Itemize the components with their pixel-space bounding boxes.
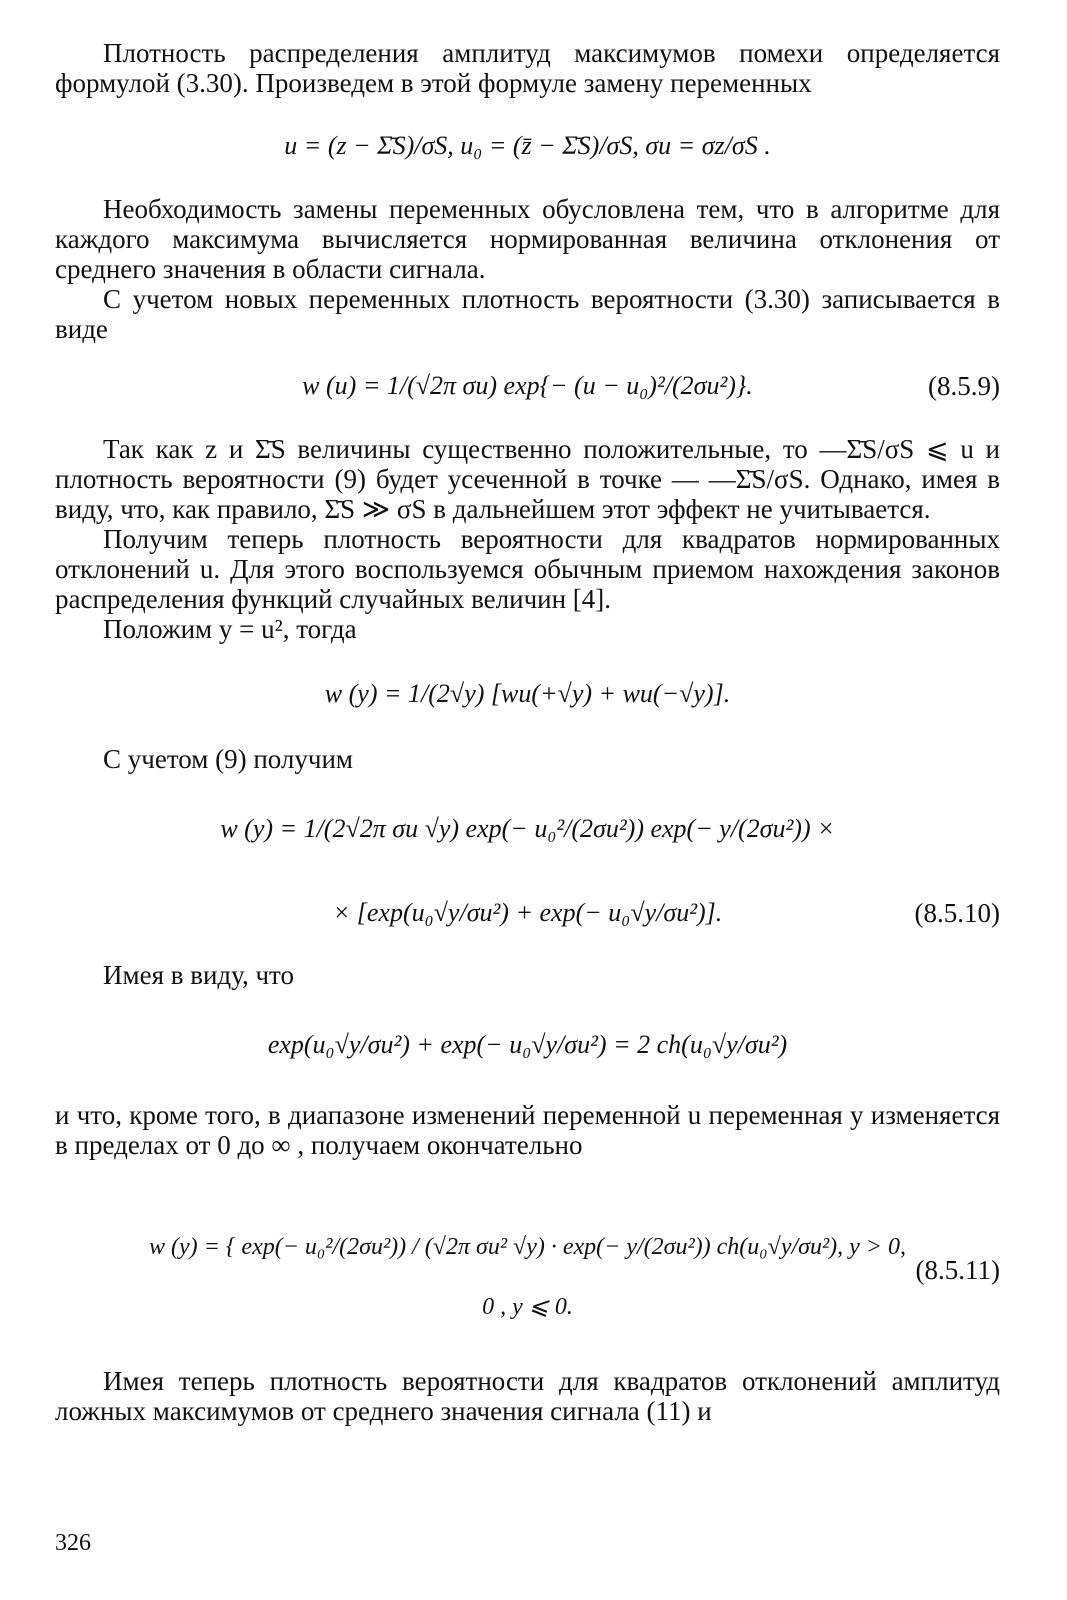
equation-number-8-5-11: (8.5.11)	[915, 1255, 1000, 1285]
formula-ch-identity	[55, 990, 1000, 1100]
paragraph-2: Необходимость замены переменных обусловлена тем, что в алгоритме для каждого максимума вычисляется нормированная величина отклонения от среднего значения в области сигнала.	[55, 194, 1000, 284]
formula-8-5-11-case-2: 0 , y ⩽ 0.	[482, 1294, 573, 1320]
formula-8-5-10	[55, 774, 1000, 960]
formula-8-5-9-text: w (u) = 1/(√2π σu) exp{− (u − u₀)²/(2σu²)}.	[302, 371, 753, 400]
paragraph-6: Положим y = u², тогда	[103, 614, 357, 644]
formula-8-5-11	[55, 1160, 1000, 1360]
paragraph-8: Имея в виду, что	[103, 960, 294, 990]
formula-wy	[55, 644, 1000, 744]
formula-8-5-11-case-1: w (y) = { exp(− u₀²/(2σu²)) / (√2π σu² √y) · exp(− y/(2σu²)) ch(u₀√y/σu²), y > 0,	[148, 1234, 907, 1260]
equation-number-8-5-10: (8.5.10)	[914, 898, 1000, 928]
paragraph-5: Получим теперь плотность вероятности для квадратов нормированных отклонений u. Для этого воспользуемся обычным приемом нахождения законов распределения функций случайных величин [4].	[55, 524, 1000, 614]
paragraph-9: и что, кроме того, в диапазоне изменений переменной u переменная y изменяется в пределах от 0 до ∞ , получаем окончательно	[55, 1100, 1000, 1160]
document-page	[55, 30, 1000, 1426]
paragraph-4: Так как z и Σ̄S величины существенно положительные, то —Σ̄S/σS ⩽ u и плотность вероятности (9) будет усеченной в точке — —Σ̄S/σS. Однако, имея в виду, что, как правило, Σ̄S ≫ σS в дальнейшем этот эффект не учитывается.	[55, 434, 1000, 524]
formula-substitution	[55, 98, 1000, 194]
formula-substitution-text: u = (z − Σ̄S)/σS, u₀ = (z̄ − Σ̄S)/σS, σu = σz/σS .	[284, 131, 771, 160]
paragraph-10: Имея теперь плотность вероятности для квадратов отклонений амплитуд ложных максимумов от среднего значения сигнала (11) и	[55, 1366, 1000, 1426]
formula-ch-identity-text: exp(u₀√y/σu²) + exp(− u₀√y/σu²) = 2 ch(u₀√y/σu²)	[267, 1030, 788, 1059]
formula-8-5-10-line-1: w (y) = 1/(2√2π σu √y) exp(− u₀²/(2σu²)) exp(− y/(2σu²)) ×	[220, 814, 835, 843]
formula-wy-text: w (y) = 1/(2√y) [wu(+√y) + wu(−√y)].	[324, 679, 731, 708]
formula-8-5-9	[55, 344, 1000, 428]
paragraph-3: С учетом новых переменных плотность вероятности (3.30) записывается в виде	[55, 284, 1000, 344]
equation-number-8-5-9: (8.5.9)	[928, 371, 1000, 401]
paragraph-7: С учетом (9) получим	[103, 744, 354, 774]
paragraph-1: Плотность распределения амплитуд максимумов помехи определяется формулой (3.30). Произведем в этой формуле замену переменных	[55, 38, 1000, 98]
page-number: 326	[55, 1530, 91, 1556]
formula-8-5-10-line-2: × [exp(u₀√y/σu²) + exp(− u₀√y/σu²)].	[332, 898, 723, 927]
